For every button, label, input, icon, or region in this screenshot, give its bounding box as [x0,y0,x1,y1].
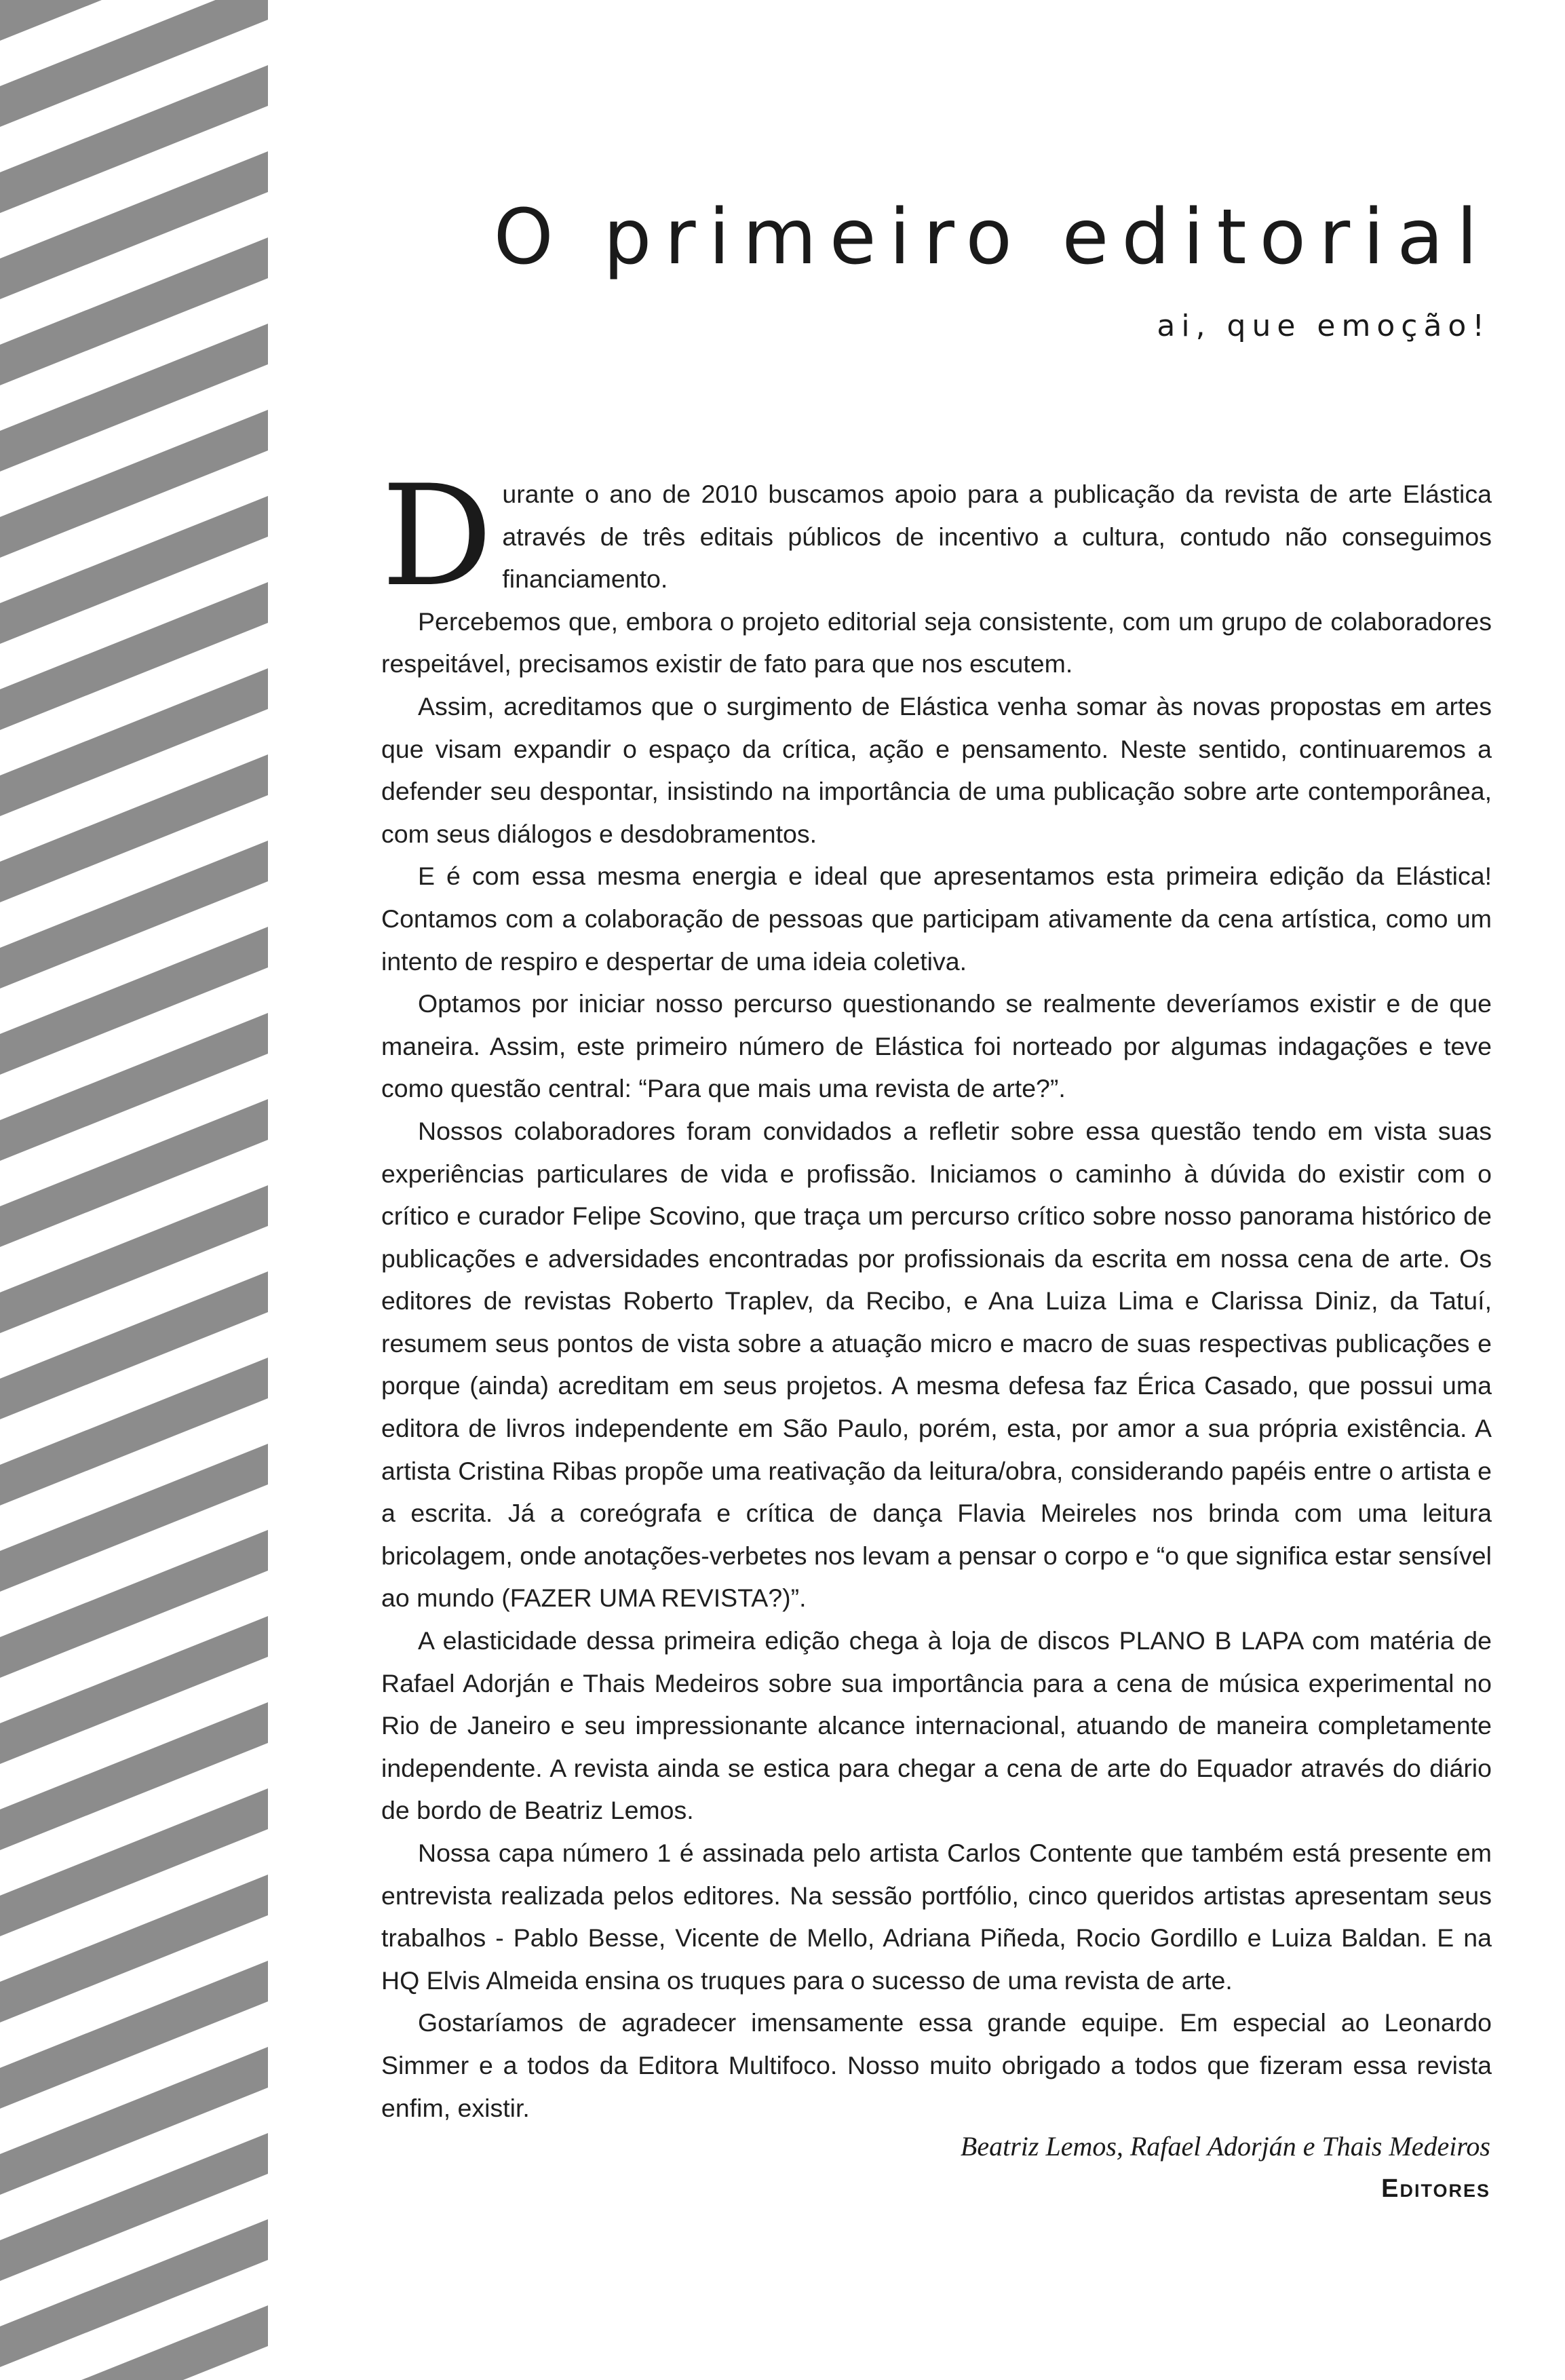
paragraph: Nossa capa número 1 é assinada pelo artista Carlos Contente que também está presente em entrevista realizada pelos editores. Na sessão portfólio, cinco queridos artistas apresentam seus trabalhos - Pablo Besse, Vicente de Mello, Adriana Piñeda, Rocio Gordillo e Luiza Baldan. E na HQ Elvis Almeida ensina os truques para o sucesso de uma revista de arte. [381,1839,1492,1995]
editorial-body [381,456,1492,2129]
paragraph: Percebemos que, embora o projeto editorial seja consistente, com um grupo de colaboradores respeitável, precisamos existir de fato para que nos escutem. [381,607,1492,678]
paragraph: A elasticidade dessa primeira edição chega à loja de discos PLANO B LAPA com matéria de Rafael Adorján e Thais Medeiros sobre sua importância para a cena de música experimental no Rio de Janeiro e seu impressionante alcance internacional, atuando de maneira completamente independente. A revista ainda se estica para chegar a cena de arte do Equador através do diário de bordo de Beatriz Lemos. [381,1626,1492,1825]
diagonal-stripe-band [0,0,268,2380]
paragraph: E é com essa mesma energia e ideal que apresentamos esta primeira edição da Elástica! Contamos com a colaboração de pessoas que participam ativamente da cena artística, como um intento de respiro e despertar de uma ideia coletiva. [381,862,1492,976]
paragraph: Optamos por iniciar nosso percurso questionando se realmente deveríamos existir e de que maneira. Assim, este primeiro número de Elástica foi norteado por algumas indagações e teve como questão central: “Para que mais uma revista de arte?”. [381,989,1492,1103]
page-title: O primeiro editorial [493,193,1490,282]
paragraph [381,456,1492,617]
paragraph: Nossos colaboradores foram convidados a refletir sobre essa questão tendo em vista suas experiências particulares de vida e profissão. Iniciamos o caminho à dúvida do existir com o crítico e curador Felipe Scovino, que traça um percurso crítico sobre nosso panorama histórico de publicações e adversidades encontradas por profissionais da escrita em nossa cena de arte. Os editores de revistas Roberto Traplev, da Recibo, e Ana Luiza Lima e Clarissa Diniz, da Tatuí, resumem seus pontos de vista sobre a atuação micro e macro de suas respectivas publicações e porque (ainda) acreditam em seus projetos. A mesma defesa faz Érica Casado, que possui uma editora de livros independente em São Paulo, porém, esta, por amor a sua própria existência. A artista Cristina Ribas propõe uma reativação da leitura/obra, considerando papéis entre o artista e a escrita. Já a coreógrafa e crítica de dança Flavia Meireles nos brinda com uma leitura bricolagem, onde anotações-verbetes nos levam a pensar o corpo e “o que significa estar sensível ao mundo (FAZER UMA REVISTA?)”. [381,1116,1492,1613]
paragraph: Assim, acreditamos que o surgimento de Elástica venha somar às novas propostas em artes que visam expandir o espaço da crítica, ação e pensamento. Neste sentido, continuaremos a defender seu despontar, insistindo na importância de uma publicação sobre arte contemporânea, com seus diálogos e desdobramentos. [381,691,1492,848]
page-subtitle: ai, que emoção! [1157,309,1490,343]
paragraph: Gostaríamos de agradecer imensamente essa grande equipe. Em especial ao Leonardo Simmer e a todos da Editora Multifoco. Nosso muito obrigado a todos que fizeram essa revista enfim, existir. [381,2008,1492,2122]
stripe-pattern [0,0,268,2380]
editors-role: Editores [1381,2174,1490,2203]
drop-cap: D [381,456,493,617]
paragraph-text: urante o ano de 2010 buscamos apoio para a publicação da revista de arte Elástica através de três editais públicos de incentivo a cultura, contudo não conseguimos financiamento. [502,480,1492,594]
editors-signature: Beatriz Lemos, Rafael Adorján e Thais Medeiros [960,2131,1490,2162]
